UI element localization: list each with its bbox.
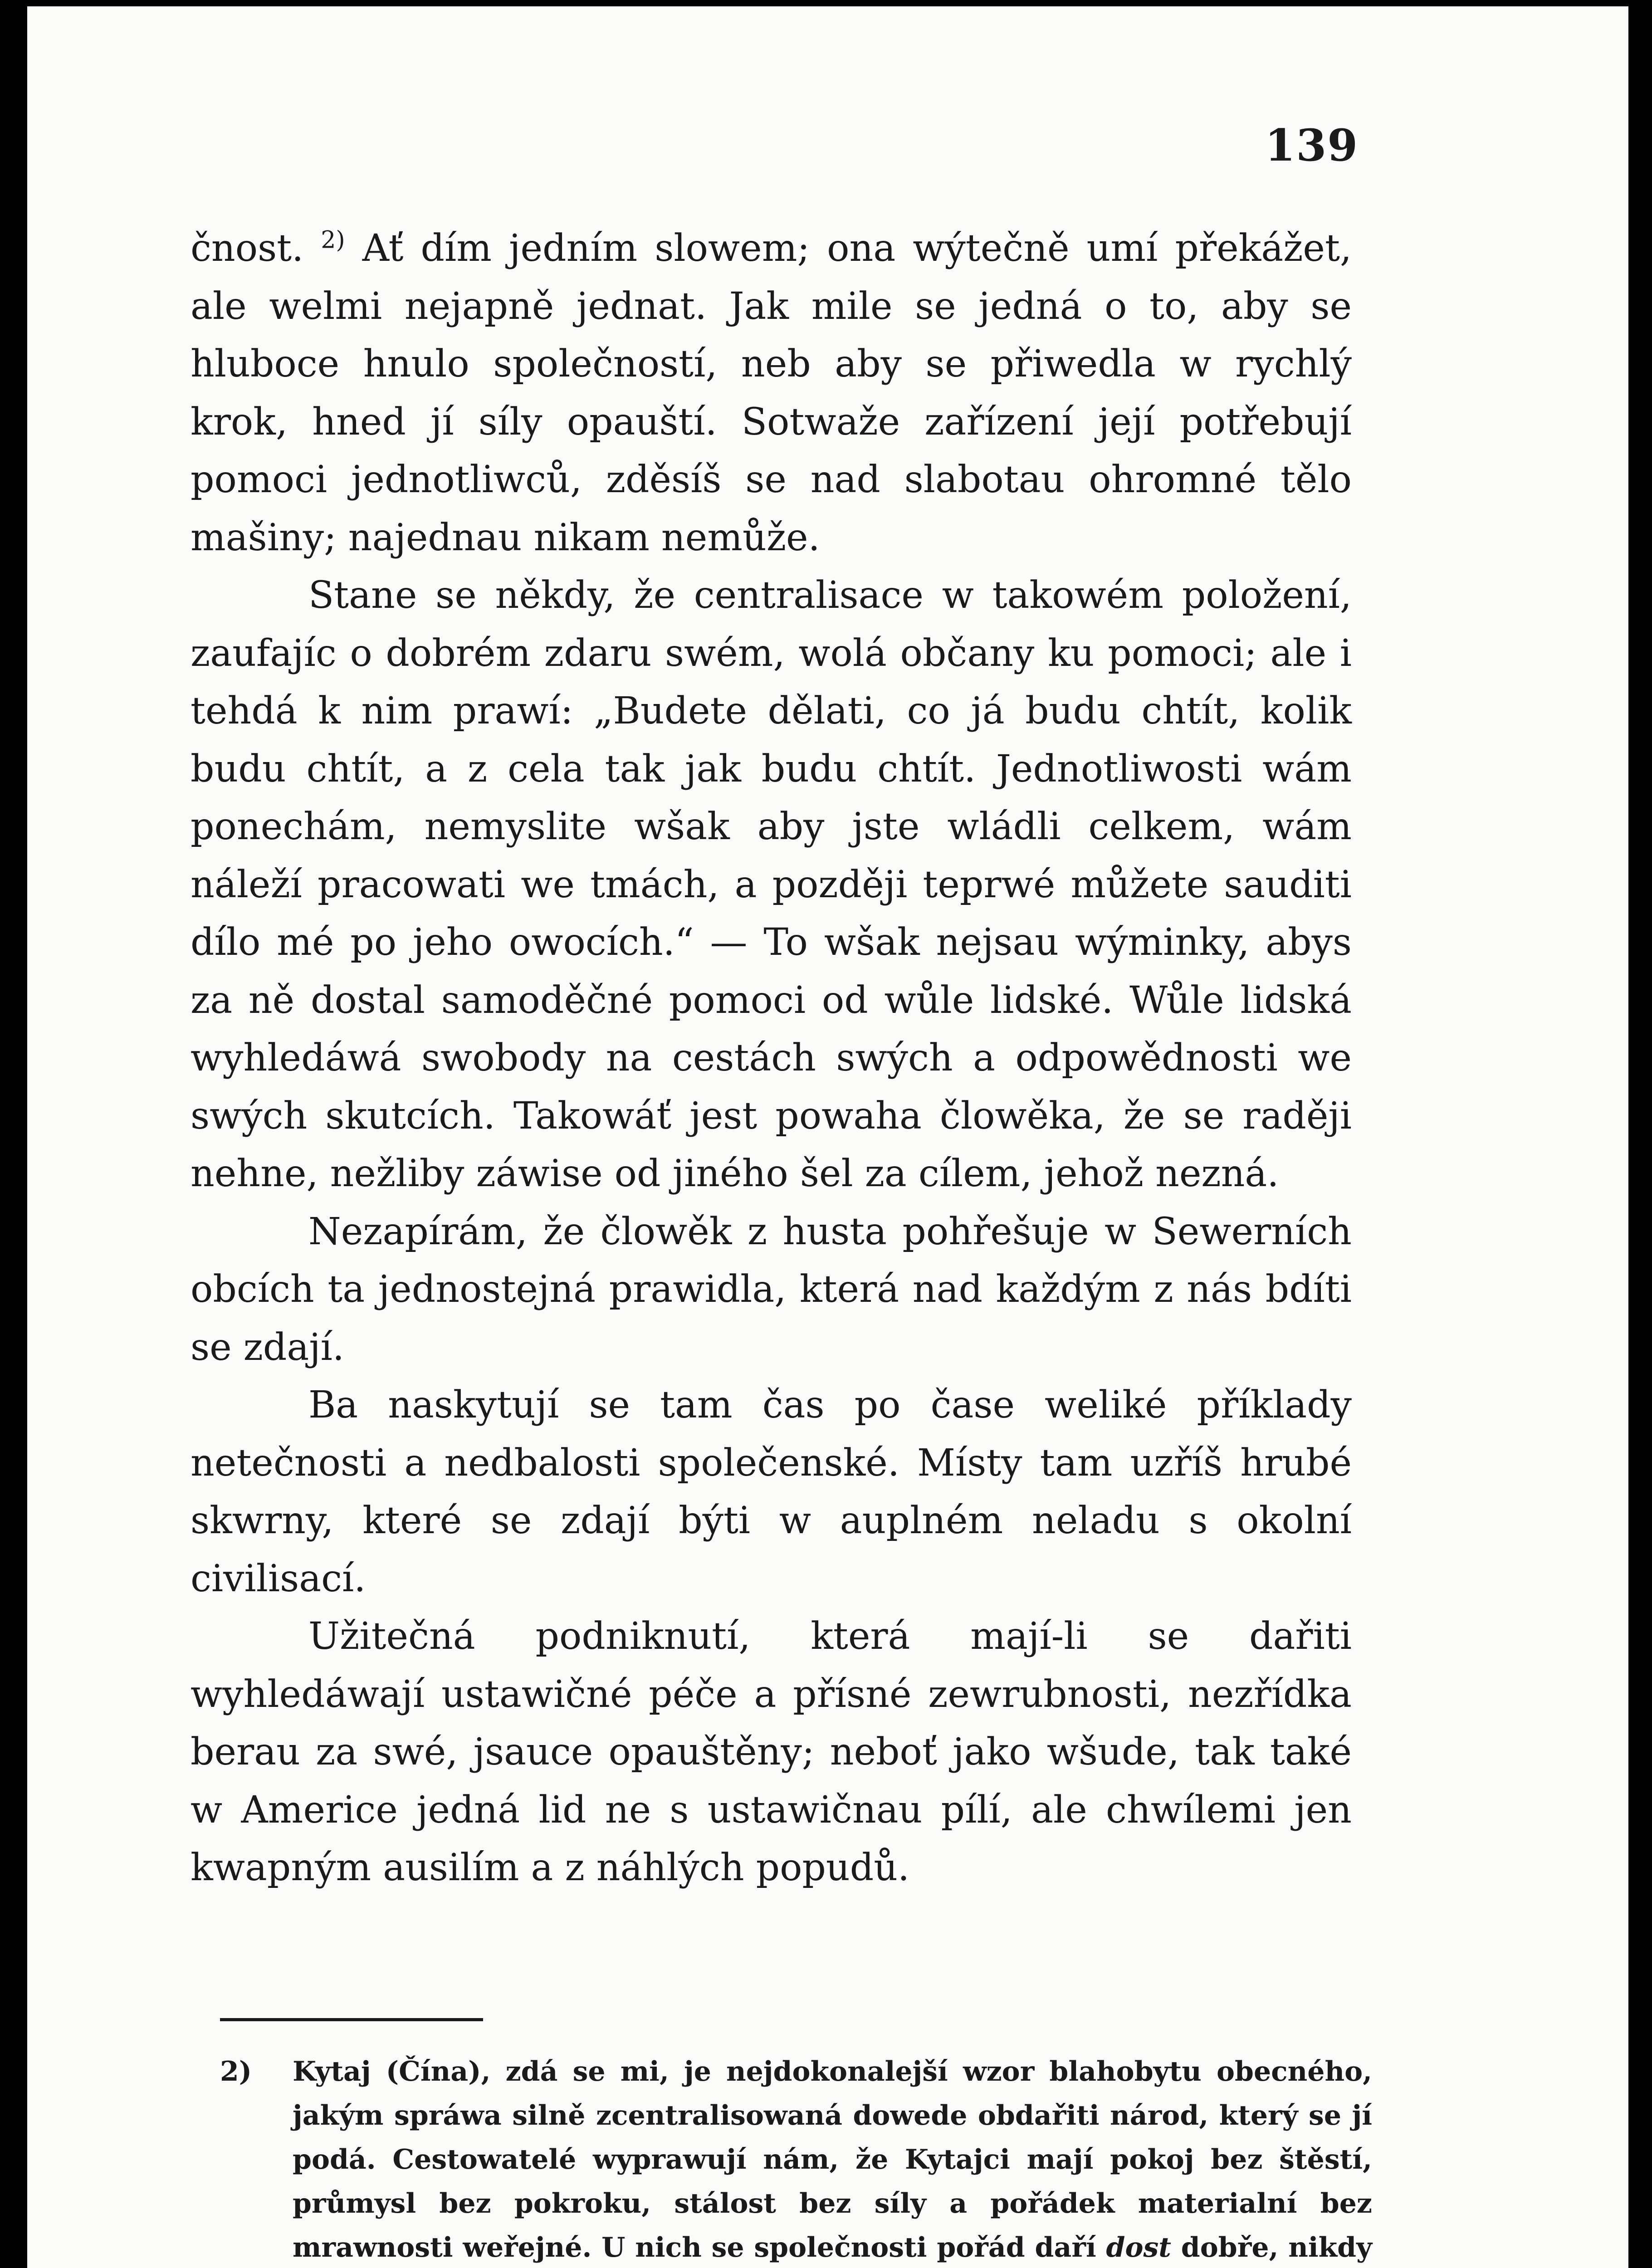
paragraph-4: Ba naskytují se tam čas po čase weliké příklady netečnosti a nedbalosti společenské. Místy tam uzříš hrubé skwrny, které se zdají býti w auplném neladu s okolní civilisací. <box>191 1383 1352 1600</box>
footnote-reference: 2) <box>321 226 345 254</box>
scan-edge-shadow <box>14 6 27 2268</box>
footnote-2 <box>220 2050 1372 2268</box>
paragraph-5: Užitečná podniknutí, která mají-li se dařiti wyhledáwají ustawičné péče a přísné zewrubnosti, nezřídka berau za swé, jsauce opauštěny; neboť jako wšude, tak také w Americe jedná lid ne s ustawičnau pílí, ale chwílemi jen kwapným ausilím a z náhlých popudů. <box>191 1615 1352 1889</box>
page-number: 139 <box>1265 120 1359 171</box>
paragraph-3: Nezapírám, že člowěk z husta pohřešuje w Sewerních obcích ta jednostejná prawidla, která nad každým z nás bdíti se zdají. <box>191 1210 1352 1369</box>
footnote-emphasis-dost: dost <box>1106 2232 1172 2263</box>
main-text <box>191 220 1352 1897</box>
paragraph-1 <box>191 220 1352 567</box>
paragraph-1-text: Ať dím jedním slowem; ona wýtečně umí překážet, ale welmi nejapně jednat. Jak mile se jedná o to, aby se hluboce hnulo společností, neb aby se přiwedla w rychlý krok, hned jí síly opauští. Sotwaže zařízení její potřebují pomoci jednotliwců, zděsíš se nad slabotau ohromné tělo mašiny; najednau nikam nemůže. <box>191 227 1352 559</box>
paragraph-1-start: čnost. <box>191 227 304 270</box>
book-page <box>14 6 1628 2268</box>
footnote-divider <box>220 2018 483 2021</box>
paragraph-2: Stane se někdy, že centralisace w takowém položení, zaufajíc o dobrém zdaru swém, wolá občany ku pomoci; ale i tehdá k nim prawí: „Budete dělati, co já budu chtít, kolik budu chtít, a z cela tak jak budu chtít. Jednotliwosti wám ponechám, nemyslite wšak aby jste wládli celkem, wám náleží pracowati we tmách, a později teprwé můžete sauditi dílo mé po jeho owocích.“ — To wšak nejsau wýminky, abys za ně dostal samoděčné pomoci od wůle lidské. Wůle lidská wyhledáwá swobody na cestách swých a odpowědnosti we swých skutcích. Takowáť jest powaha člowěka, že se raději nehne, nežliby záwise od jiného šel za cílem, jehož nezná. <box>191 574 1352 1195</box>
footnote-text-part-2: dobře, nikdy <box>1171 2232 1372 2263</box>
footnote-label: 2) <box>220 2056 252 2087</box>
footnote-text-part-1: Kytaj (Čína), zdá se mi, je nejdokonalejší wzor blahobytu obecného, jakým spráwa silně zcentralisowaná dowede obdařiti národ, který se jí podá. Cestowatelé wyprawují nám, že Kytajci mají pokoj bez štěstí, průmysl bez pokroku, stálost bez síly a pořádek materialní bez mrawnosti weřejné. U nich se společnosti pořád daří <box>293 2056 1372 2263</box>
footnotes <box>220 2050 1372 2268</box>
